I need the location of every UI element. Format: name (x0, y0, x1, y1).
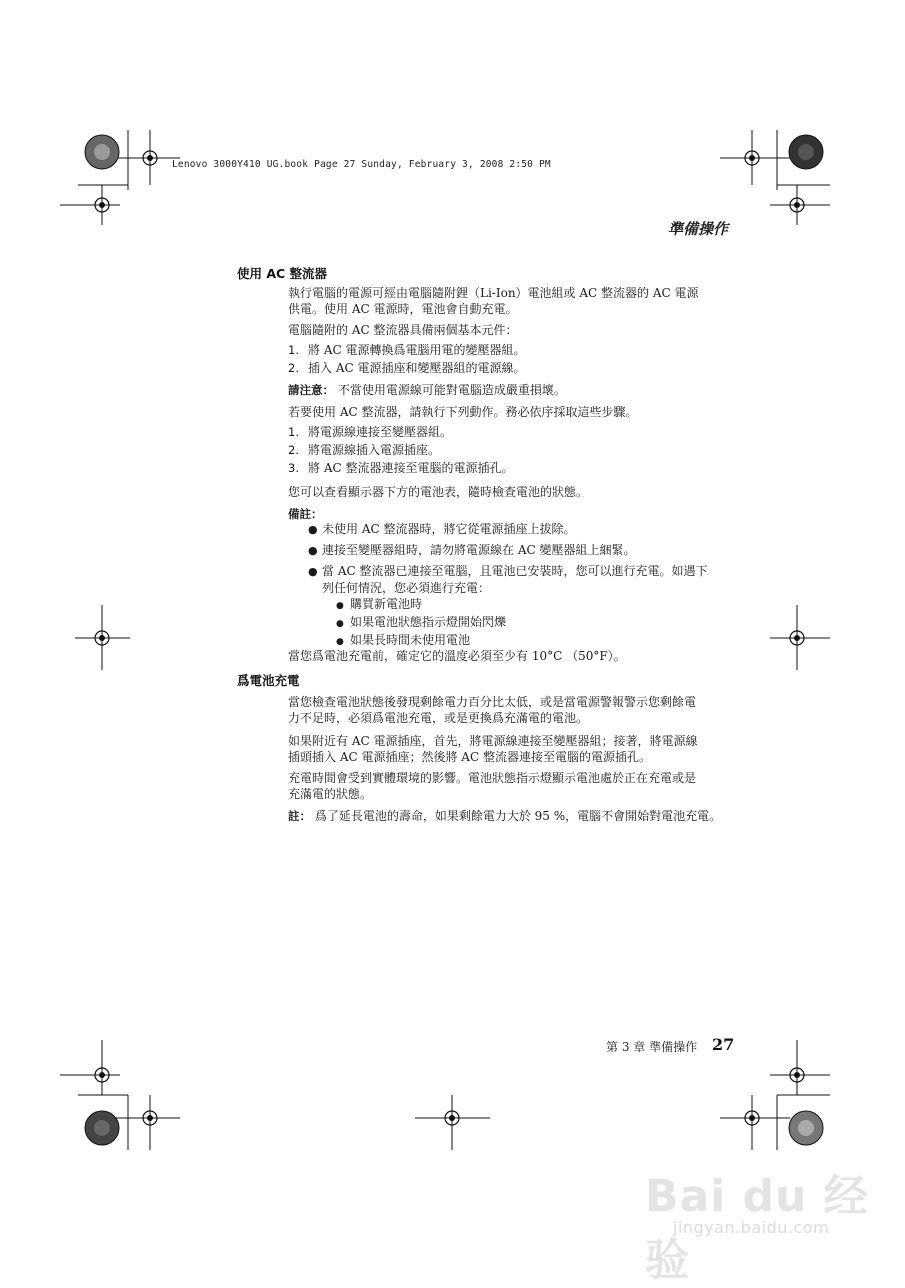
note-label: 註： (288, 809, 311, 823)
text-line: 當您檢查電池狀態後發現剩餘電力百分比太低，或是當電源警報警示您剩餘電 (288, 695, 697, 709)
section1-paragraph-5: 當您爲電池充電前，確定它的溫度必須至少有 10°C （50°F）。 (288, 649, 626, 663)
list-item-text: 將電源線連接至變壓器組。 (308, 425, 453, 439)
bullet-icon: ● (336, 619, 344, 629)
list-item-text: 連接至變壓器組時，請勿將電源線在 AC 變壓器組上綑緊。 (322, 543, 636, 557)
list-item (308, 542, 738, 559)
bullet-icon: ● (308, 565, 318, 578)
note-text: 爲了延長電池的壽命，如果剩餘電力大於 95 %，電腦不會開始對電池充電。 (314, 809, 722, 823)
list-item-text: 未使用 AC 整流器時，將它從電源插座上拔除。 (322, 522, 576, 536)
list-number: 3. (288, 461, 299, 475)
list-item (308, 521, 738, 538)
sub-list-item (336, 596, 738, 614)
bullet-icon: ● (308, 544, 318, 557)
step-list (288, 424, 513, 476)
section1-paragraph-2: 電腦隨附的 AC 整流器具備兩個基本元件： (288, 323, 518, 337)
list-item-text: 將 AC 整流器連接至電腦的電源插孔。 (308, 461, 514, 475)
list-item-text: 插入 AC 電源插座和變壓器組的電源線。 (308, 361, 526, 375)
sub-list (308, 596, 738, 650)
text-line: 如果附近有 AC 電源插座，首先，將電源線連接至變壓器組；接著，將電源線 (288, 734, 698, 748)
bullet-icon: ● (308, 523, 318, 536)
section2-paragraph-1 (288, 694, 738, 726)
running-head: 準備操作 (668, 220, 729, 238)
section-heading-ac-adapter: 使用 AC 整流器 (237, 266, 328, 281)
caution-text: 不當使用電源線可能對電腦造成嚴重損壞。 (337, 383, 566, 397)
section1-paragraph-1 (288, 285, 738, 317)
list-item-text: 將 AC 電源轉換爲電腦用電的變壓器組。 (308, 343, 526, 357)
print-info-line: Lenovo 3000Y410 UG.book Page 27 Sunday, February 3, 2008 2:50 PM (172, 159, 551, 170)
footer-chapter: 第 3 章 準備操作 (606, 1040, 698, 1054)
notes-list (308, 521, 738, 650)
watermark-logo: Bai du 经验 (645, 1171, 869, 1286)
section-heading-charging: 爲電池充電 (237, 673, 300, 688)
list-item-text: 將電源線插入電源插座。 (308, 443, 441, 457)
caution-label: 請注意： (288, 383, 334, 397)
section1-paragraph-4: 您可以查看顯示器下方的電池表，隨時檢查電池的狀態。 (288, 485, 589, 499)
list-item (288, 460, 513, 476)
list-item (288, 360, 525, 376)
notes-label: 備註： (288, 507, 323, 521)
text-line: 執行電腦的電源可經由電腦隨附鋰（Li-Ion）電池組或 AC 整流器的 AC 電源 (288, 286, 699, 300)
list-number: 1. (288, 343, 299, 357)
component-list (288, 342, 525, 376)
section2-paragraph-3 (288, 770, 738, 802)
list-item (288, 424, 513, 440)
sub-item-text: 如果電池狀態指示燈開始閃爍 (350, 615, 507, 629)
list-item (308, 563, 738, 650)
text-line: 供電。使用 AC 電源時，電池會自動充電。 (288, 302, 518, 316)
text-line: 插頭插入 AC 電源插座；然後將 AC 整流器連接至電腦的電源插孔。 (288, 750, 651, 764)
section1-paragraph-3: 若要使用 AC 整流器，請執行下列動作。務必依序採取這些步驟。 (288, 405, 638, 419)
list-number: 1. (288, 425, 299, 439)
watermark-url: jingyan.baidu.com (673, 1218, 830, 1237)
bullet-icon: ● (336, 601, 344, 611)
section2-note (288, 808, 721, 824)
list-number: 2. (288, 443, 299, 457)
list-item-text: 列任何情況，您必須進行充電： (322, 581, 491, 595)
text-line: 充滿電的狀態。 (288, 787, 373, 801)
list-item (288, 342, 525, 358)
sub-item-text: 如果長時間未使用電池 (350, 633, 471, 647)
sub-item-text: 購買新電池時 (350, 597, 423, 611)
section2-paragraph-2 (288, 733, 738, 765)
text-line: 充電時間會受到實體環境的影響。電池狀態指示燈顯示電池處於正在充電或是 (288, 771, 697, 785)
sub-list-item (336, 614, 738, 632)
list-item (288, 442, 513, 458)
list-item-text: 當 AC 整流器已連接至電腦，且電池已安裝時，您可以進行充電。如遇下 (322, 564, 708, 578)
list-number: 2. (288, 361, 299, 375)
text-line: 力不足時，必須爲電池充電，或是更換爲充滿電的電池。 (288, 711, 589, 725)
caution-note (288, 382, 566, 398)
bullet-icon: ● (336, 637, 344, 647)
page-number: 27 (712, 1035, 735, 1054)
